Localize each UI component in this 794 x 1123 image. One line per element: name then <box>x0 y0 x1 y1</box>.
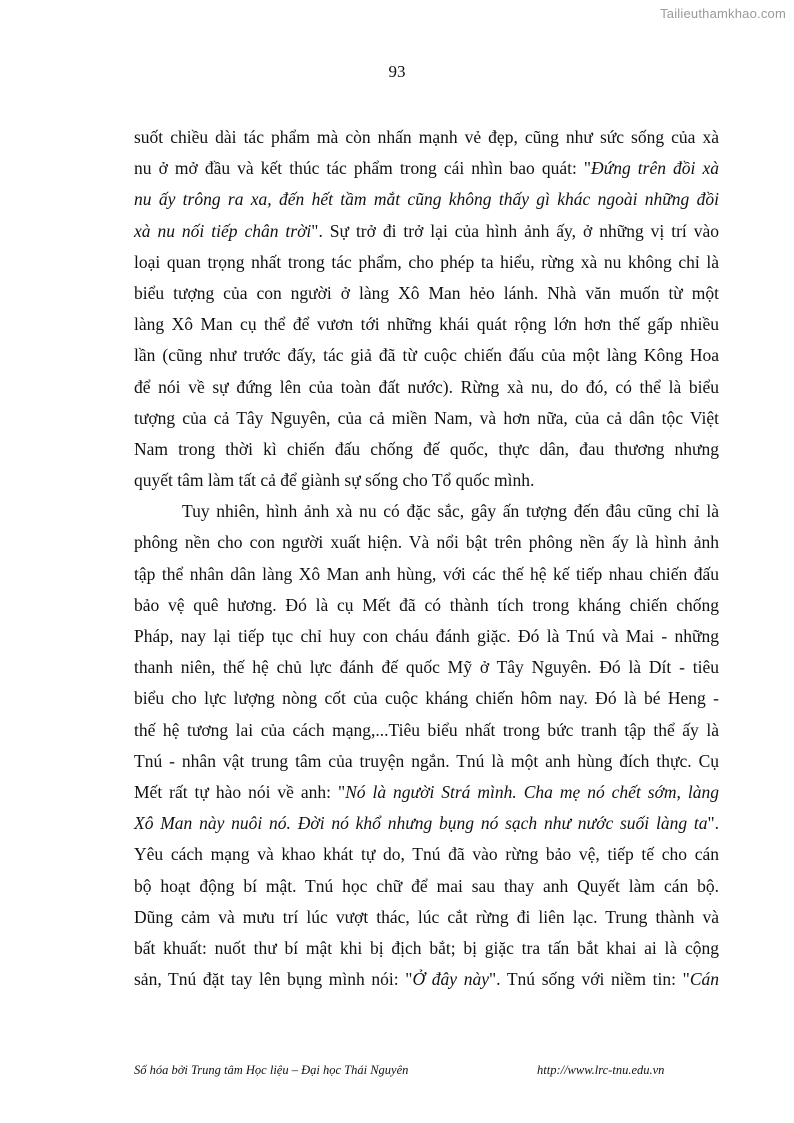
paragraph <box>134 496 719 995</box>
text-segment: làng Xô Man cụ thể để vươn tới những khái quát rộng lớn hơn thế gấp nhiều <box>134 314 719 335</box>
text-line <box>134 465 719 496</box>
footer-publisher-text: Số hóa bởi Trung tâm Học liệu – Đại học Thái Nguyên <box>134 1063 409 1077</box>
text-segment: Mết rất tự hào nói về anh: " <box>134 781 346 802</box>
text-segment: Nam trong thời kì chiến đấu chống đế quốc, thực dân, đau thương nhưng <box>134 438 719 459</box>
text-line <box>134 247 719 278</box>
text-segment: nu ở mở đầu và kết thúc tác phẩm trong cái nhìn bao quát: " <box>134 158 592 179</box>
italic-quote-text: Ở đây này <box>412 969 489 990</box>
text-segment: bộ hoạt động bí mật. Tnú học chữ để mai sau thay anh Quyết làm cán bộ. <box>134 875 719 896</box>
footer-url-link[interactable]: http://www.lrc-tnu.edu.vn <box>537 1063 665 1077</box>
text-segment: bảo vệ quê hương. Đó là cụ Mết đã có thành tích trong kháng chiến chống <box>134 594 719 615</box>
text-line <box>134 652 719 683</box>
text-segment: ". Sự trở đi trở lại của hình ảnh ấy, ở những vị trí vào <box>311 220 719 241</box>
text-segment: Pháp, nay lại tiếp tục chỉ huy con cháu đánh giặc. Đó là Tnú và Mai - những <box>134 626 719 646</box>
text-segment: để nói về sự đứng lên của toàn đất nước). Rừng xà nu, do đó, có thể là biểu <box>134 376 719 397</box>
text-segment: quyết tâm làm tất cả để giành sự sống cho Tổ quốc mình. <box>134 470 535 491</box>
document-body <box>134 122 719 995</box>
text-line <box>134 964 719 995</box>
text-segment: Tuy nhiên, hình ảnh xà nu có đặc sắc, gây ấn tượng đến đâu cũng chỉ là <box>182 501 719 522</box>
text-line <box>134 777 719 808</box>
italic-quote-text: Xô Man này nuôi nó. Đời nó khổ nhưng bụng nó sạch như nước suối làng ta <box>134 813 708 834</box>
text-line <box>134 746 719 777</box>
italic-quote-text: Nó là người Strá mình. Cha mẹ nó chết sớm, làng <box>345 781 719 802</box>
paragraph <box>134 122 719 496</box>
italic-quote-text: xà nu nối tiếp chân trời <box>134 220 312 241</box>
italic-quote-text: Đứng trên đồi xà <box>591 158 719 179</box>
text-segment: thế hệ tương lai của cách mạng,...Tiêu biểu nhất trong bức tranh tập thể ấy là <box>134 719 719 740</box>
text-line <box>134 527 719 558</box>
text-segment: loại quan trọng nhất trong tác phẩm, cho phép ta hiểu, rừng xà nu không chỉ là <box>134 251 719 272</box>
text-line <box>134 808 719 839</box>
text-line <box>134 278 719 309</box>
text-line <box>134 153 719 184</box>
page-number: 93 <box>388 62 406 81</box>
text-segment: lần (cũng như trước đấy, tác giả đã từ cuộc chiến đấu của một làng Kông Hoa <box>134 345 719 366</box>
text-line <box>134 559 719 590</box>
text-segment: tượng của cả Tây Nguyên, của cả miền Nam, và hơn nữa, của cả dân tộc Việt <box>134 407 719 428</box>
text-segment: ". <box>707 813 719 834</box>
text-line <box>134 902 719 933</box>
text-line <box>134 933 719 964</box>
text-segment: biểu tượng của con người ở làng Xô Man hẻo lánh. Nhà văn muốn từ một <box>134 282 719 303</box>
text-line <box>134 496 719 527</box>
text-segment: Yêu cách mạng và khao khát tự do, Tnú đã vào rừng bảo vệ, tiếp tế cho cán <box>134 844 719 865</box>
text-line <box>134 184 719 215</box>
text-line <box>134 340 719 371</box>
text-segment: ". Tnú sống với niềm tin: " <box>488 969 690 990</box>
text-segment: biểu cho lực lượng nòng cốt của cuộc kháng chiến hôm nay. Đó là bé Heng - <box>134 688 719 709</box>
text-line <box>134 871 719 902</box>
text-line <box>134 372 719 403</box>
text-line <box>134 216 719 247</box>
text-line <box>134 683 719 714</box>
text-line <box>134 590 719 621</box>
text-segment: sản, Tnú đặt tay lên bụng mình nói: " <box>134 969 413 990</box>
text-line <box>134 621 719 652</box>
text-line <box>134 403 719 434</box>
text-segment: thanh niên, thế hệ chủ lực đánh đế quốc Mỹ ở Tây Nguyên. Đó là Dít - tiêu <box>134 657 719 678</box>
text-line <box>134 309 719 340</box>
text-line <box>134 434 719 465</box>
text-line <box>134 715 719 746</box>
text-line <box>134 122 719 153</box>
text-segment: phông nền cho con người xuất hiện. Và nổi bật trên phông nền ấy là hình ảnh <box>134 532 719 553</box>
italic-quote-text: nu ấy trông ra xa, đến hết tầm mắt cũng không thấy gì khác ngoài những đồi <box>134 189 719 210</box>
text-segment: suốt chiều dài tác phẩm mà còn nhấn mạnh vẻ đẹp, cũng như sức sống của xà <box>134 127 719 147</box>
text-segment: Tnú - nhân vật trung tâm của truyện ngắn. Tnú là một anh hùng đích thực. Cụ <box>134 750 719 771</box>
watermark-text: Tailieuthamkhao.com <box>660 6 786 21</box>
italic-quote-text: Cán <box>689 969 719 990</box>
text-segment: tập thể nhân dân làng Xô Man anh hùng, với các thế hệ kế tiếp nhau chiến đấu <box>134 563 719 584</box>
text-segment: bất khuất: nuốt thư bí mật khi bị địch bắt; bị giặc tra tấn bắt khai ai là cộng <box>134 937 719 958</box>
text-segment: Dũng cảm và mưu trí lúc vượt thác, lúc cắt rừng đi liên lạc. Trung thành và <box>134 906 719 927</box>
text-line <box>134 839 719 870</box>
